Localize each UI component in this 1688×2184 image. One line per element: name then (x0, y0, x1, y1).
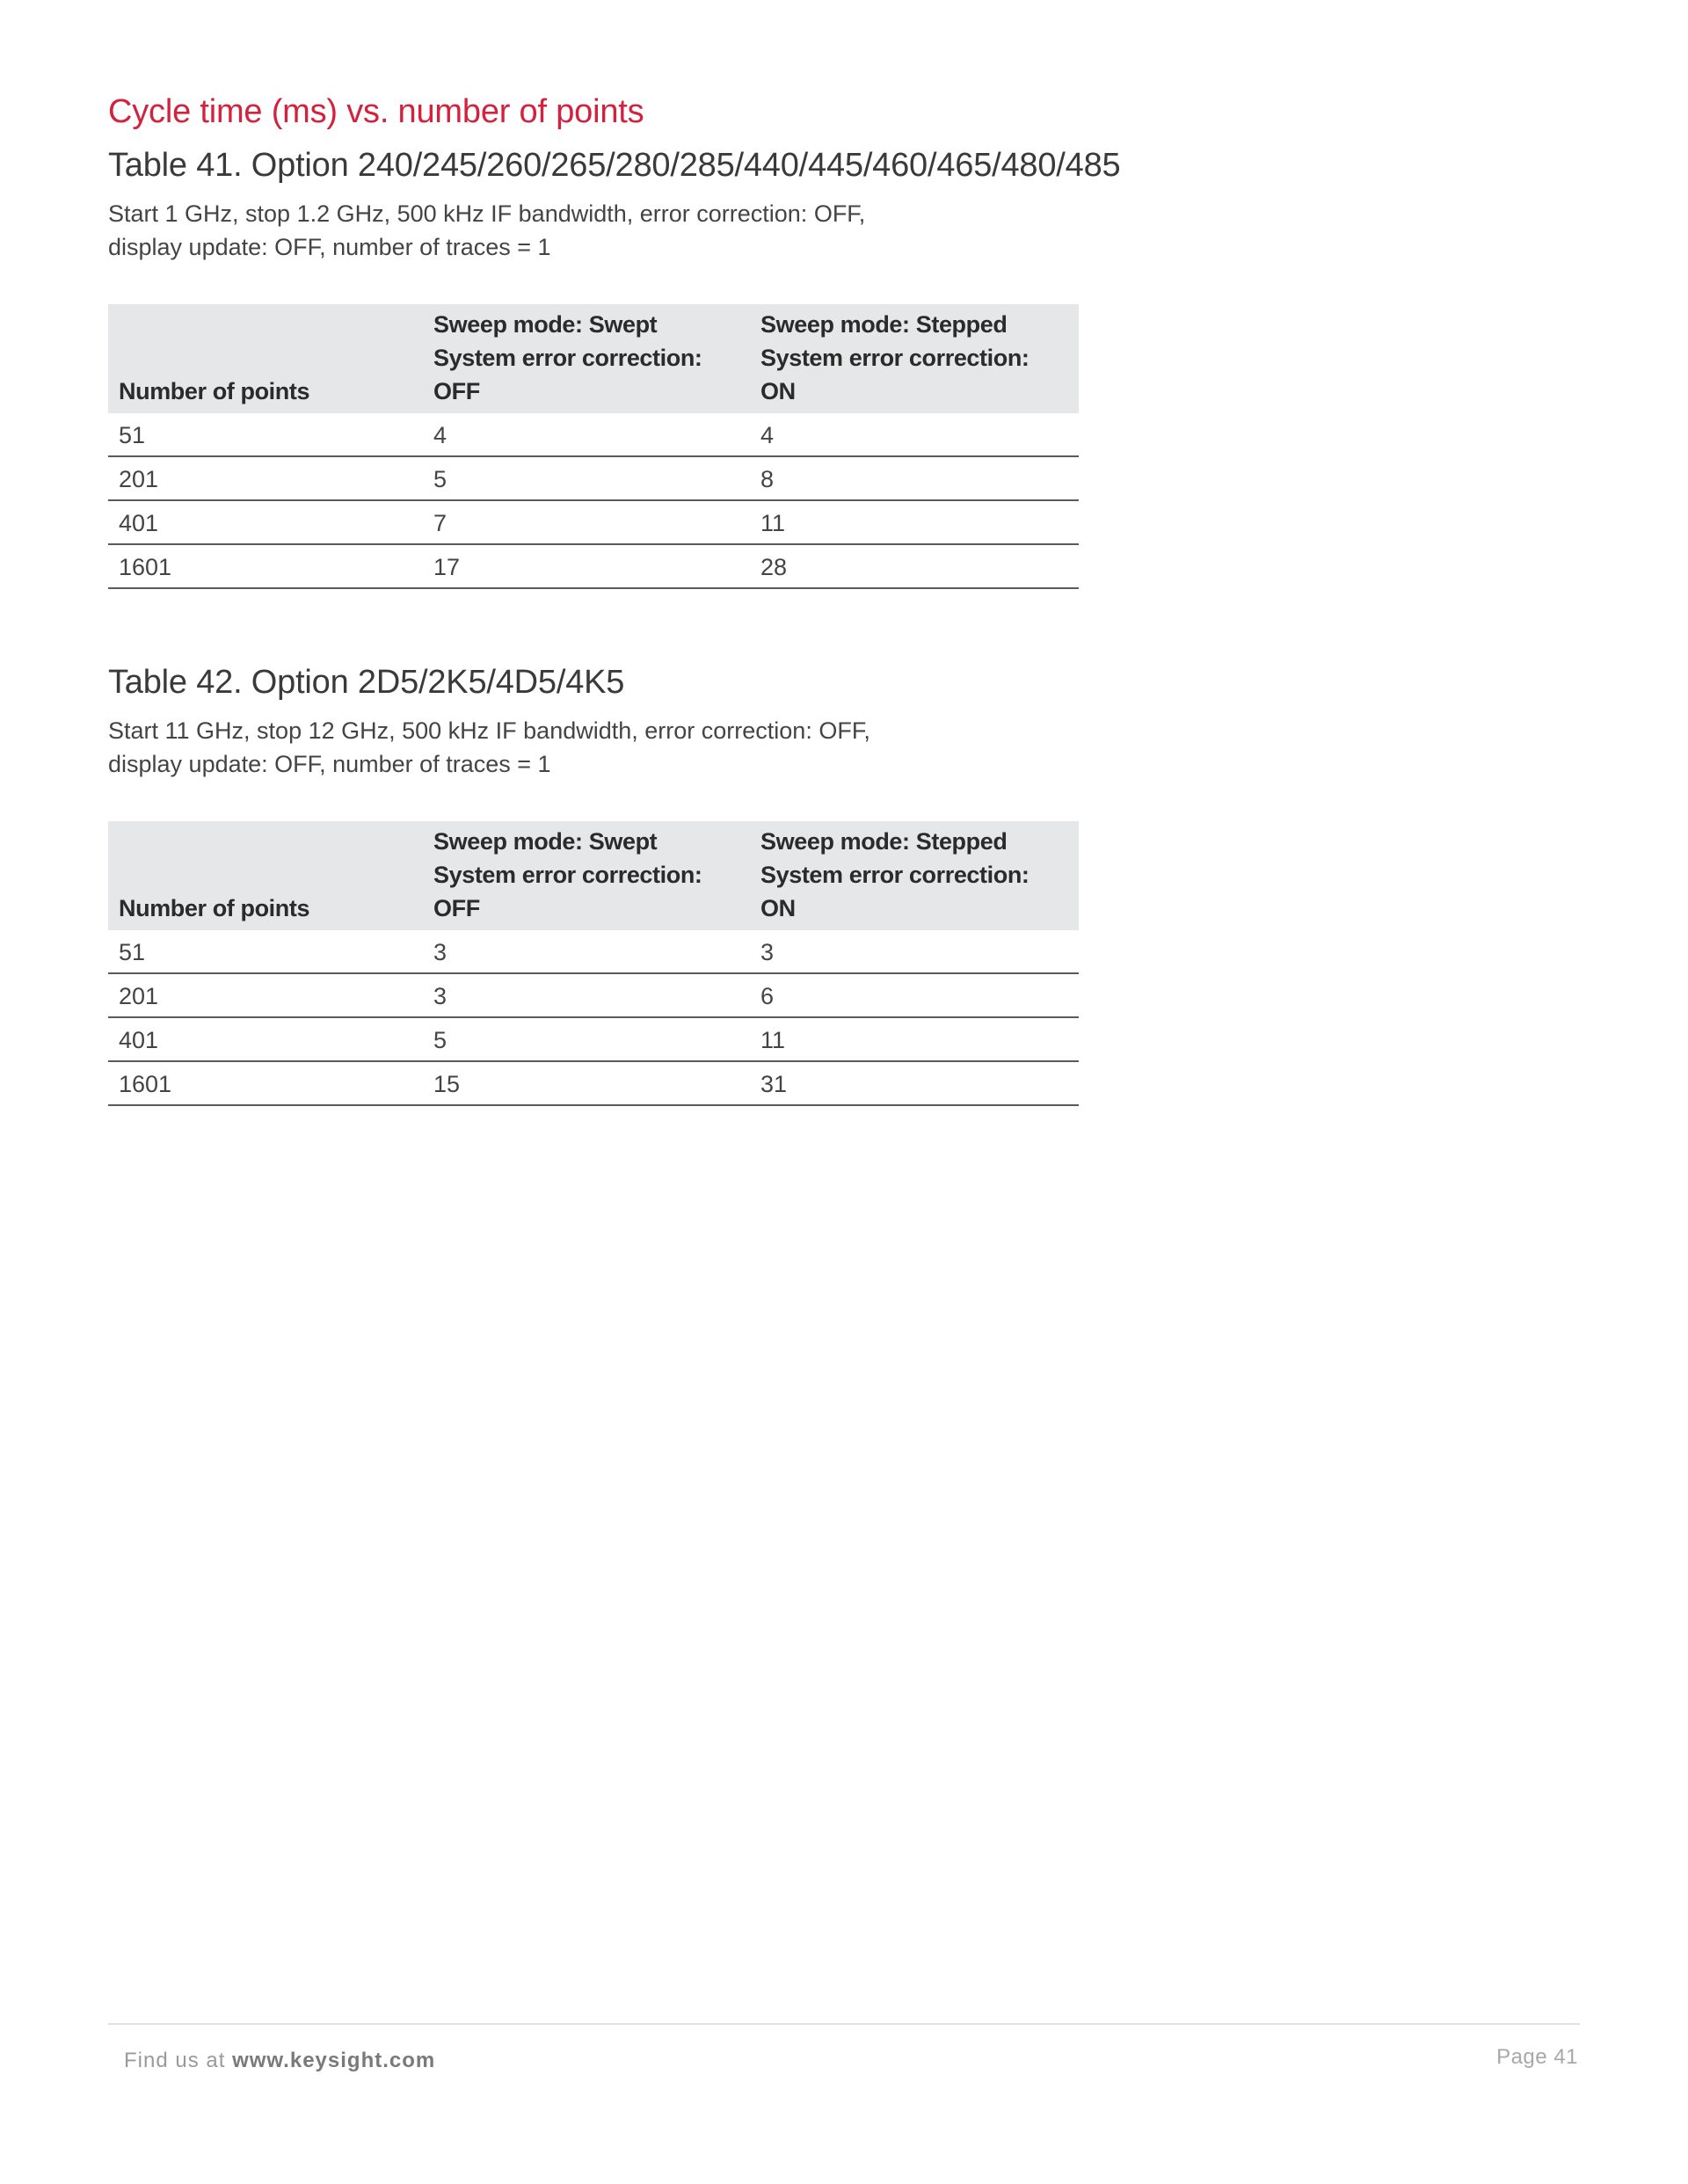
cell-swept: 15 (423, 1061, 750, 1105)
table-row (108, 973, 1079, 1017)
header-stepped (750, 304, 1079, 413)
header-swept (423, 821, 750, 930)
cell-points: 1601 (108, 544, 423, 588)
header-line-1: Sweep mode: Stepped (760, 828, 1008, 855)
header-line-2: System error correction: OFF (433, 345, 702, 404)
header-line-2: System error correction: OFF (433, 862, 702, 921)
header-number-of-points (108, 821, 423, 930)
table-42-title: Table 42. Option 2D5/2K5/4D5/4K5 (108, 664, 625, 701)
table-41-title: Table 41. Option 240/245/260/265/280/285/440/445/460/465/480/485 (108, 147, 1121, 184)
table-header-row (108, 304, 1079, 413)
header-swept (423, 304, 750, 413)
section-title: Cycle time (ms) vs. number of points (108, 93, 644, 130)
header-line-2: Number of points (119, 895, 310, 921)
cell-swept: 4 (423, 413, 750, 456)
header-line-1: Sweep mode: Stepped (760, 311, 1008, 338)
table-41-block (108, 141, 1580, 589)
cell-points: 201 (108, 456, 423, 500)
table-row (108, 544, 1079, 588)
footer-find-us (124, 2049, 435, 2073)
table-41-caption (108, 197, 1580, 264)
table-row (108, 456, 1079, 500)
page-number: Page 41 (1496, 2045, 1578, 2069)
table-41-caption-line-1: Start 1 GHz, stop 1.2 GHz, 500 kHz IF bandwidth, error correction: OFF, (108, 200, 866, 227)
table-row (108, 930, 1079, 973)
cell-swept: 7 (423, 500, 750, 544)
cell-stepped: 4 (750, 413, 1079, 456)
table-42-caption-line-1: Start 11 GHz, stop 12 GHz, 500 kHz IF bandwidth, error correction: OFF, (108, 717, 870, 744)
cell-stepped: 31 (750, 1061, 1079, 1105)
table-row (108, 1061, 1079, 1105)
footer-website-link[interactable]: www.keysight.com (232, 2049, 436, 2072)
cell-swept: 17 (423, 544, 750, 588)
table-41 (108, 304, 1079, 589)
cell-points: 51 (108, 930, 423, 973)
table-row (108, 413, 1079, 456)
page-content (108, 88, 1580, 1106)
header-stepped (750, 821, 1079, 930)
cell-stepped: 28 (750, 544, 1079, 588)
cell-stepped: 8 (750, 456, 1079, 500)
spacer (108, 589, 1580, 652)
cell-points: 401 (108, 500, 423, 544)
cell-stepped: 11 (750, 1017, 1079, 1061)
header-line-2: System error correction: ON (760, 862, 1030, 921)
table-42-caption (108, 714, 1580, 781)
cell-stepped: 11 (750, 500, 1079, 544)
table-42 (108, 821, 1079, 1106)
footer-divider (108, 2023, 1580, 2025)
cell-points: 401 (108, 1017, 423, 1061)
footer-find-us-prefix: Find us at (124, 2049, 233, 2072)
table-42-caption-line-2: display update: OFF, number of traces = 1 (108, 751, 551, 777)
cell-points: 51 (108, 413, 423, 456)
header-line-2: Number of points (119, 378, 310, 404)
cell-swept: 5 (423, 456, 750, 500)
header-line-1: Sweep mode: Swept (433, 311, 658, 338)
table-41-caption-line-2: display update: OFF, number of traces = 1 (108, 234, 551, 260)
cell-points: 1601 (108, 1061, 423, 1105)
cell-points: 201 (108, 973, 423, 1017)
cell-stepped: 6 (750, 973, 1079, 1017)
header-line-2: System error correction: ON (760, 345, 1030, 404)
header-number-of-points (108, 304, 423, 413)
table-42-block (108, 658, 1580, 1106)
cell-swept: 3 (423, 973, 750, 1017)
table-row (108, 1017, 1079, 1061)
cell-swept: 3 (423, 930, 750, 973)
header-line-1: Sweep mode: Swept (433, 828, 658, 855)
cell-swept: 5 (423, 1017, 750, 1061)
table-header-row (108, 821, 1079, 930)
table-row (108, 500, 1079, 544)
cell-stepped: 3 (750, 930, 1079, 973)
